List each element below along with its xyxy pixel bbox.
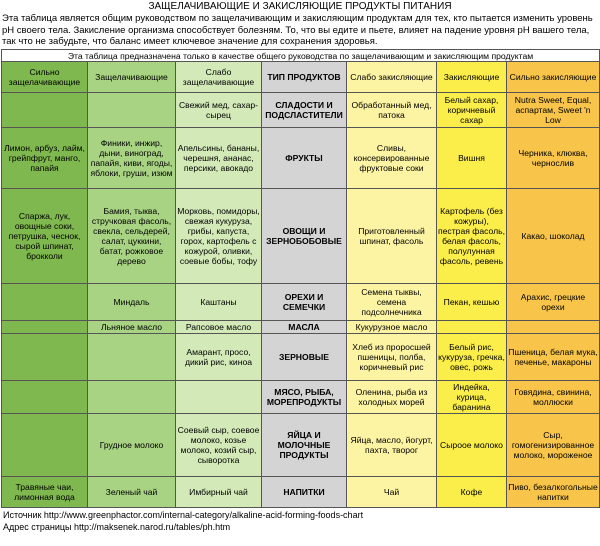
header-slightly-acidic: Слабо закисляющие xyxy=(347,62,437,93)
cell-very-alkaline: Травяные чаи, лимонная вода xyxy=(2,477,88,508)
cell-slightly-alkaline: Имбирный чай xyxy=(176,477,262,508)
page-title: ЗАЩЕЛАЧИВАЮЩИЕ И ЗАКИСЛЯЮЩИЕ ПРОДУКТЫ ПИТАНИЯ xyxy=(148,1,452,12)
cell-very-acidic xyxy=(507,321,600,334)
cell-alkaline: Миндаль xyxy=(88,284,176,321)
cell-slightly-acidic: Хлеб из проросшей пшеницы, полба, коричневый рис xyxy=(347,334,437,381)
cell-very-acidic: Пиво, безалкогольные напитки xyxy=(507,477,600,508)
header-very-alkaline: Сильно защелачивающие xyxy=(2,62,88,93)
cell-slightly-alkaline: Апельсины, бананы, черешня, ананас, персики, авокадо xyxy=(176,128,262,189)
cell-very-alkaline xyxy=(2,381,88,414)
cell-food-type: ЯЙЦА И МОЛОЧНЫЕ ПРОДУКТЫ xyxy=(262,414,347,477)
cell-slightly-alkaline: Свежий мед, сахар-сырец xyxy=(176,93,262,128)
cell-very-acidic: Пшеница, белая мука, печенье, макароны xyxy=(507,334,600,381)
cell-food-type: НАПИТКИ xyxy=(262,477,347,508)
cell-very-alkaline xyxy=(2,321,88,334)
cell-slightly-alkaline: Соевый сыр, соевое молоко, козье молоко, козий сыр, сыворотка xyxy=(176,414,262,477)
table-row xyxy=(2,128,600,189)
cell-very-alkaline xyxy=(2,93,88,128)
table-row xyxy=(2,189,600,284)
cell-alkaline: Грудное молоко xyxy=(88,414,176,477)
table-notice-row xyxy=(2,50,600,62)
header-slightly-alkaline: Слабо защелачивающие xyxy=(176,62,262,93)
cell-slightly-acidic: Яйца, масло, йогурт, пахта, творог xyxy=(347,414,437,477)
table-row xyxy=(2,381,600,414)
food-ph-table xyxy=(1,49,600,508)
cell-very-acidic: Арахис, грецкие орехи xyxy=(507,284,600,321)
cell-very-alkaline: Лимон, арбуз, лайм, грейпфрут, манго, папайя xyxy=(2,128,88,189)
cell-very-acidic: Черника, клюква, чернослив xyxy=(507,128,600,189)
cell-acidic xyxy=(437,321,507,334)
cell-acidic: Сыроое молоко xyxy=(437,414,507,477)
table-row xyxy=(2,477,600,508)
table-row xyxy=(2,93,600,128)
cell-slightly-alkaline: Каштаны xyxy=(176,284,262,321)
cell-acidic: Вишня xyxy=(437,128,507,189)
cell-alkaline: Зеленый чай xyxy=(88,477,176,508)
table-row xyxy=(2,321,600,334)
cell-acidic: Кофе xyxy=(437,477,507,508)
cell-alkaline xyxy=(88,334,176,381)
cell-acidic: Индейка, курица, баранина xyxy=(437,381,507,414)
cell-slightly-acidic: Сливы, консервированные фруктовые соки xyxy=(347,128,437,189)
cell-very-alkaline xyxy=(2,284,88,321)
cell-slightly-alkaline xyxy=(176,381,262,414)
cell-food-type: МАСЛА xyxy=(262,321,347,334)
header-alkaline: Защелачивающие xyxy=(88,62,176,93)
table-row xyxy=(2,284,600,321)
cell-alkaline xyxy=(88,381,176,414)
cell-food-type: ЗЕРНОВЫЕ xyxy=(262,334,347,381)
intro-line: pH своего тела. Закисление организма способствует болезням. То, что вы едите и пьете, влияет на падение уровня pH вашего тела, xyxy=(2,24,590,36)
cell-slightly-acidic: Чай xyxy=(347,477,437,508)
cell-slightly-acidic: Кукурузное масло xyxy=(347,321,437,334)
footer xyxy=(0,508,600,533)
cell-alkaline: Финики, инжир, дыни, виноград, папайя, киви, ягоды, яблоки, груши, изюм xyxy=(88,128,176,189)
intro-line: Эта таблица является общим руководством по защелачивающим и закисляющим продуктам для тех, кто пытается изменить уровень xyxy=(2,13,593,24)
source-link[interactable]: Источник http://www.greenphactor.com/internal-category/alkaline-acid-forming-foods-chart xyxy=(3,510,364,520)
cell-alkaline: Бамия, тыква, стручковая фасоль, свекла, сельдерей, салат, цуккини, батат, рожковое дерево xyxy=(88,189,176,284)
cell-slightly-acidic: Семена тыквы, семена подсолнечника xyxy=(347,284,437,321)
cell-very-acidic: Говядина, свинина, моллюски xyxy=(507,381,600,414)
cell-acidic: Белый рис, кукуруза, гречка, овес, рожь xyxy=(437,334,507,381)
cell-slightly-alkaline: Амарант, просо, дикий рис, киноа xyxy=(176,334,262,381)
table-row xyxy=(2,414,600,477)
intro-text xyxy=(0,13,600,49)
cell-acidic: Пекан, кешью xyxy=(437,284,507,321)
cell-slightly-acidic: Оленина, рыба из холодных морей xyxy=(347,381,437,414)
table-row xyxy=(2,334,600,381)
cell-very-acidic: Какао, шоколад xyxy=(507,189,600,284)
cell-slightly-alkaline: Морковь, помидоры, свежая кукуруза, грибы, капуста, горох, картофель с кожурой, оливки, соевые бобы, тофу xyxy=(176,189,262,284)
cell-very-acidic: Nutra Sweet, Equal, аспартам, Sweet 'n Low xyxy=(507,93,600,128)
page-address-link[interactable]: Адрес страницы http://maksenek.narod.ru/tables/ph.htm xyxy=(3,521,231,532)
cell-food-type: ОВОЩИ И ЗЕРНОБОБОВЫЕ xyxy=(262,189,347,284)
cell-food-type: ОРЕХИ И СЕМЕЧКИ xyxy=(262,284,347,321)
cell-food-type: ФРУКТЫ xyxy=(262,128,347,189)
cell-slightly-acidic: Обработанный мед, патока xyxy=(347,93,437,128)
cell-slightly-alkaline: Рапсовое масло xyxy=(176,321,262,334)
header-acidic: Закисляющие xyxy=(437,62,507,93)
table-header-row xyxy=(2,62,600,93)
cell-acidic: Картофель (без кожуры), пестрая фасоль, белая фасоль, полулунная фасоль, ревень xyxy=(437,189,507,284)
cell-acidic: Белый сахар, коричневый сахар xyxy=(437,93,507,128)
cell-food-type: СЛАДОСТИ И ПОДСЛАСТИТЕЛИ xyxy=(262,93,347,128)
cell-very-alkaline xyxy=(2,414,88,477)
cell-very-alkaline: Спаржа, лук, овощные соки, петрушка, чеснок, сырой шпинат, брокколи xyxy=(2,189,88,284)
intro-line: так что не забудьте, что баланс имеет ключевое значение для сохранения здоровья. xyxy=(2,36,378,47)
header-food-type: ТИП ПРОДУКТОВ xyxy=(262,62,347,93)
cell-alkaline xyxy=(88,93,176,128)
table-notice: Эта таблица предназначена только в качестве общего руководства по защелачивающим и закисляющим продуктам xyxy=(2,50,600,62)
cell-alkaline: Льняное масло xyxy=(88,321,176,334)
cell-very-alkaline xyxy=(2,334,88,381)
header-very-acidic: Сильно закисляющие xyxy=(507,62,600,93)
cell-very-acidic: Сыр, гомогенизированное молоко, мороженое xyxy=(507,414,600,477)
cell-food-type: МЯСО, РЫБА, МОРЕПРОДУКТЫ xyxy=(262,381,347,414)
cell-slightly-acidic: Приготовленный шпинат, фасоль xyxy=(347,189,437,284)
table-body xyxy=(2,50,600,508)
